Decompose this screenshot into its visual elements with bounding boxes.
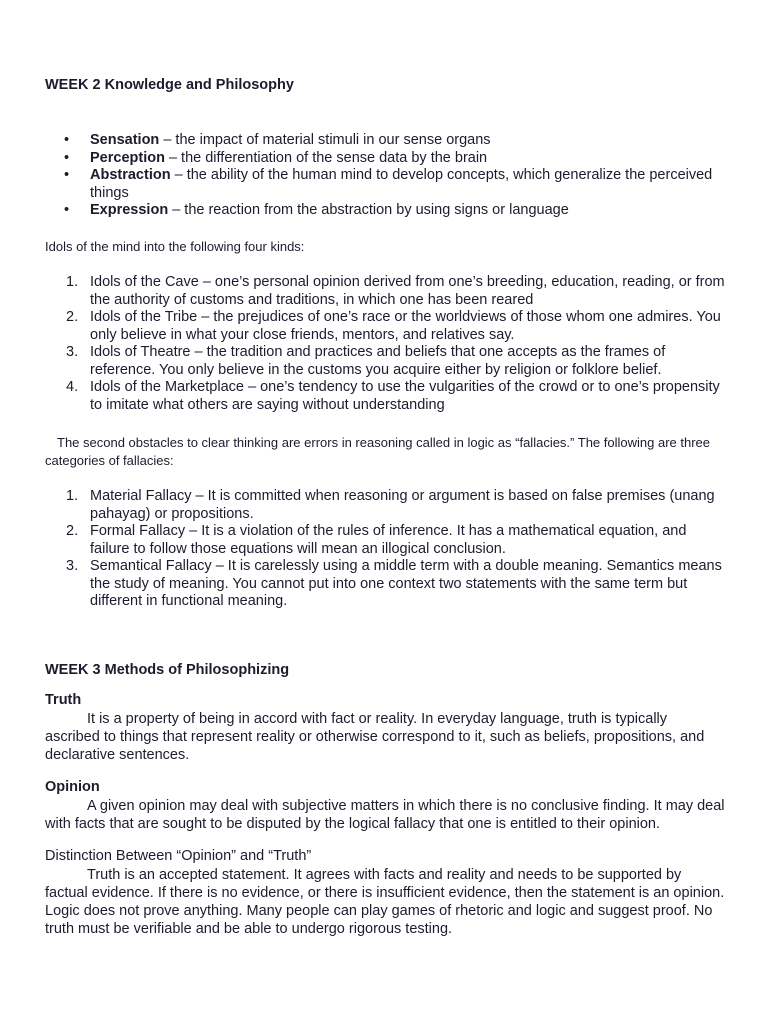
bullet-icon: • — [64, 167, 70, 183]
bullet-icon: • — [64, 202, 70, 218]
distinction-paragraph: Truth is an accepted statement. It agrees with facts and reality and needs to be supported by factual evidence. If there is no evidence, or there is insufficient evidence, then the statement is an opinion. Logic does not prove anything. Many people can play games of rhetoric and logic and suggest proof. No truth must be verifiable and be able to undergo rigorous testing. — [45, 867, 725, 937]
list-item: 1. Material Fallacy – It is committed when reasoning or argument is based on false premises (unang pahayag) or propositions. — [66, 488, 715, 522]
list-item: • Abstraction – the ability of the human mind to develop concepts, which generalize the perceived things — [64, 167, 713, 201]
week3-title: WEEK 3 Methods of Philosophizing — [45, 662, 290, 678]
bullet-icon: • — [64, 149, 70, 166]
idols-list — [45, 274, 725, 414]
list-item: • Expression – the reaction from the abstraction by using signs or language — [64, 202, 569, 218]
list-item: 2. Formal Fallacy – It is a violation of the rules of inference. It has a mathematical equation, and failure to follow those equations will mean an illogical conclusion. — [66, 523, 687, 557]
idols-intro: Idols of the mind into the following four kinds: — [45, 239, 305, 254]
list-item: 3. Semantical Fallacy – It is carelessly using a middle term with a double meaning. Semantics means the study of meaning. You cannot put into one context two statements with the same term but different in functional meaning. — [66, 558, 722, 609]
list-item: 4. Idols of the Marketplace – one’s tendency to use the vulgarities of the crowd or to one’s propensity to imitate what others are saying without understanding — [66, 379, 720, 413]
fallacy-intro: The second obstacles to clear thinking are errors in reasoning called in logic as “fallacies.” The following are three categories of fallacies: — [45, 435, 710, 468]
truth-paragraph: It is a property of being in accord with fact or reality. In everyday language, truth is typically ascribed to things that represent reality or otherwise correspond to it, such as beliefs, propositions, and declarative sentences. — [45, 711, 705, 763]
opinion-paragraph: A given opinion may deal with subjective matters in which there is no conclusive finding. It may deal with facts that are sought to be disputed by the logical fallacy that one is entitled to their opinion. — [45, 798, 725, 832]
truth-heading: Truth — [45, 692, 82, 708]
list-item: 3. Idols of Theatre – the tradition and practices and beliefs that one accepts as the frames of reference. You only believe in the customs you acquire either by religion or folklore belief. — [66, 344, 666, 378]
list-item: 2. Idols of the Tribe – the prejudices of one’s race or the worldviews of those whom one admires. You only believe in what your close friends, mentors, and relatives say. — [66, 309, 721, 343]
list-item: • Perception – the differentiation of the sense data by the brain — [64, 149, 488, 166]
list-item: • Sensation – the impact of material stimuli in our sense organs — [64, 132, 491, 148]
week2-title: WEEK 2 Knowledge and Philosophy — [45, 77, 294, 93]
opinion-heading: Opinion — [45, 779, 100, 795]
fallacies-list — [45, 488, 725, 611]
list-item: 1. Idols of the Cave – one’s personal opinion derived from one’s breeding, education, reading, or from the authority of customs and traditions, in which one has been reared — [66, 274, 725, 308]
distinction-heading: Distinction Between “Opinion” and “Truth” — [45, 848, 312, 864]
bullet-icon: • — [64, 132, 70, 148]
knowledge-bullet-list — [45, 132, 725, 220]
